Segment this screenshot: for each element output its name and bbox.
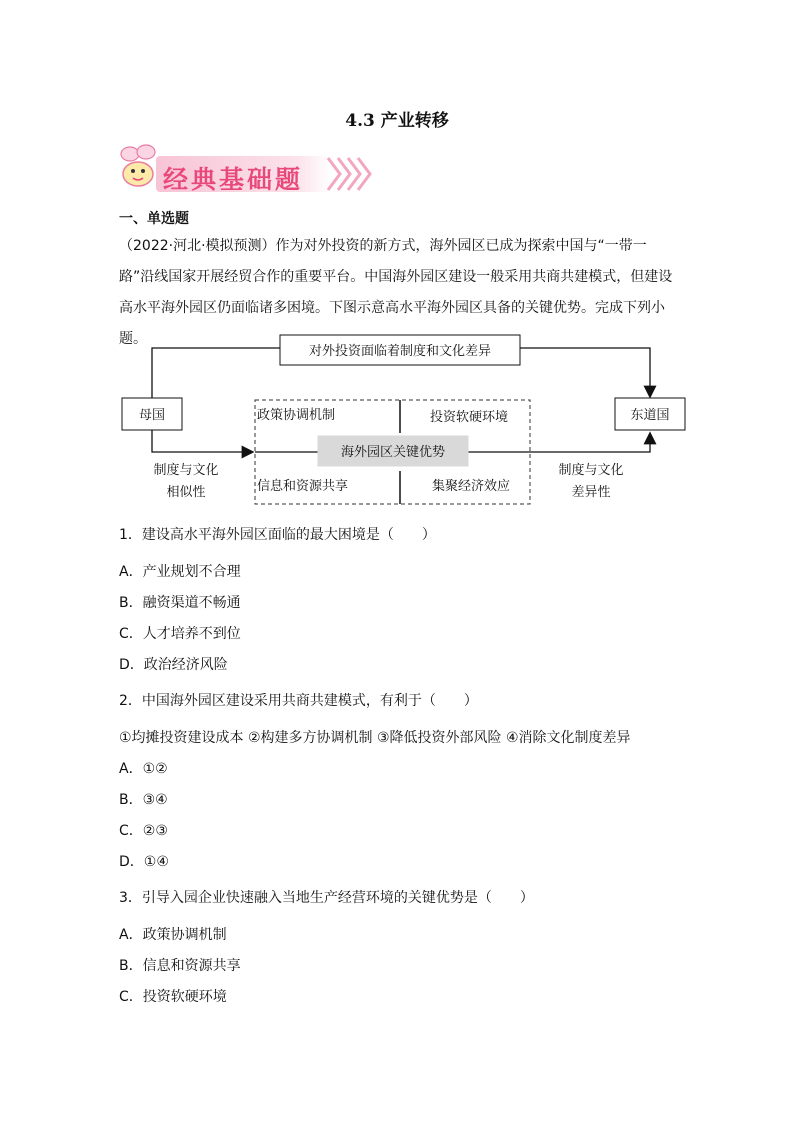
home-country-label: 母国 [138,408,166,423]
question-1-option-d: D．政治经济风险 [119,657,228,673]
question-2-stem: 2．中国海外园区建设采用共商共建模式，有利于（ ） [119,693,478,709]
top-right-arrow [520,348,650,396]
industry-transfer-diagram [110,330,700,512]
question-2-option-a: A．①② [119,761,168,777]
right-caption-line2: 差异性 [571,485,611,500]
question-1-option-b: B．融资渠道不畅通 [119,595,241,611]
question-3-option-a: A．政策协调机制 [119,927,227,943]
question-1-option-a: A．产业规划不合理 [119,564,241,580]
top-box-label: 对外投资面临着制度和文化差异 [308,344,492,359]
quadrant-policy: 政策协调机制 [257,408,336,423]
page-title: 4.3 产业转移 [345,111,449,131]
center-label: 海外园区关键优势 [340,445,446,460]
question-3-stem: 3．引导入园企业快速融入当地生产经营环境的关键优势是（ ） [119,890,534,906]
quadrant-agglomeration: 集聚经济效应 [432,479,511,494]
left-caption-line1: 制度与文化 [153,463,219,478]
question-2-option-c: C．②③ [119,823,168,839]
question-2-option-d: D．①④ [119,854,169,870]
question-2-statements: ①均摊投资建设成本 ②构建多方协调机制 ③降低投资外部风险 ④消除文化制度差异 [119,730,631,746]
banner-label: 经典基础题 [163,165,304,194]
question-3-option-c: C．投资软硬环境 [119,989,227,1005]
question-3-option-b: B．信息和资源共享 [119,958,241,974]
home-to-park-arrow [152,430,252,452]
quadrant-environment: 投资软硬环境 [430,410,509,425]
question-1-stem: 1．建设高水平海外园区面临的最大困境是（ ） [119,527,436,543]
left-caption-line2: 相似性 [166,485,206,500]
right-caption-line1: 制度与文化 [558,463,624,478]
bee-icon [121,145,155,186]
quadrant-information: 信息和资源共享 [257,479,349,494]
intro-paragraph: （2022·河北·模拟预测）作为对外投资的新方式，海外园区已成为探索中国与“一带一路”沿线国家开展经贸合作的重要平台。中国海外园区建设一般采用共商共建模式，但建设高水平海外园区仍面临诸多困境。下图示意高水平海外园区具备的关键优势。完成下列小题。 [119,238,673,347]
question-1-option-c: C．人才培养不到位 [119,626,241,642]
host-country-label: 东道国 [630,408,670,423]
park-to-host-arrow [530,434,650,452]
top-left-connector [152,348,280,400]
section-heading: 一、单选题 [119,211,189,227]
question-2-option-b: B．③④ [119,792,168,808]
chevrons-icon [328,158,370,190]
